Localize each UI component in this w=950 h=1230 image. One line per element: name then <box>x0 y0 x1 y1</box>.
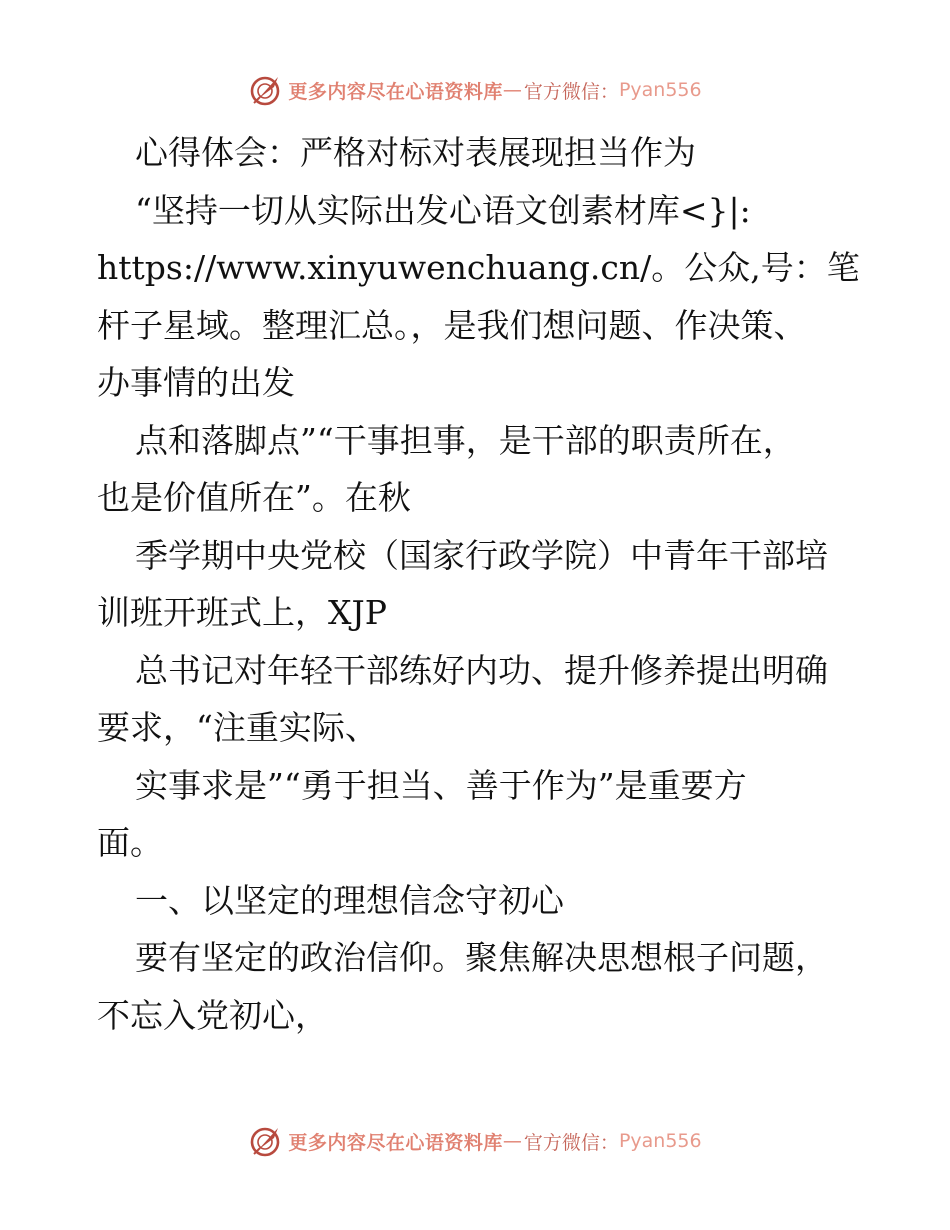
paragraph-line: 实事求是”“勇于担当、善于作为”是重要方 <box>135 765 747 805</box>
wechat-label: 官方微信： <box>523 80 619 103</box>
document-title: 心得体会：严格对标对表展现担当作为 <box>135 133 696 172</box>
paragraph-line: https://www.xinyuwenchuang.cn/。公众,号：笔 <box>97 248 860 287</box>
promo-text: 更多内容尽在心语资料库 <box>288 80 503 103</box>
wechat-id: Pyan556 <box>618 79 702 101</box>
paragraph-line: 办事情的出发 <box>97 363 295 402</box>
paragraph-line: 杆子星域。整理汇总。，是我们想问题、作决策、 <box>97 305 807 345</box>
banner-separator: — <box>502 1130 522 1152</box>
quill-logo-icon <box>248 72 284 108</box>
paragraph-line: 面。 <box>97 823 163 862</box>
paragraph-line: 不忘入党初心， <box>97 995 328 1035</box>
paragraph-line: 要有坚定的政治信仰。聚焦解决思想根子问题， <box>135 938 828 977</box>
paragraph-line: 也是价值所在”。在秋 <box>97 478 411 517</box>
header-banner <box>0 70 950 110</box>
footer-banner <box>0 1121 950 1161</box>
promo-text: 更多内容尽在心语资料库 <box>288 1131 503 1154</box>
paragraph-line: 训班开班式上，XJP <box>97 593 387 632</box>
paragraph-line: 要求，“注重实际、 <box>97 708 378 747</box>
quill-logo-icon <box>248 1123 284 1159</box>
wechat-id: Pyan556 <box>618 1130 702 1152</box>
section-heading: 一、以坚定的理想信念守初心 <box>135 880 564 920</box>
document-body <box>97 124 860 1044</box>
paragraph-line: “坚持一切从实际出发心语文创素材库<}|: <box>135 190 751 230</box>
paragraph-line: 点和落脚点”“干事担事，是干部的职责所在， <box>135 420 796 460</box>
banner-separator: — <box>502 79 522 101</box>
wechat-label: 官方微信： <box>523 1131 619 1154</box>
paragraph-line: 季学期中央党校（国家行政学院）中青年干部培 <box>135 535 828 575</box>
paragraph-line: 总书记对年轻干部练好内功、提升修养提出明确 <box>135 650 828 690</box>
